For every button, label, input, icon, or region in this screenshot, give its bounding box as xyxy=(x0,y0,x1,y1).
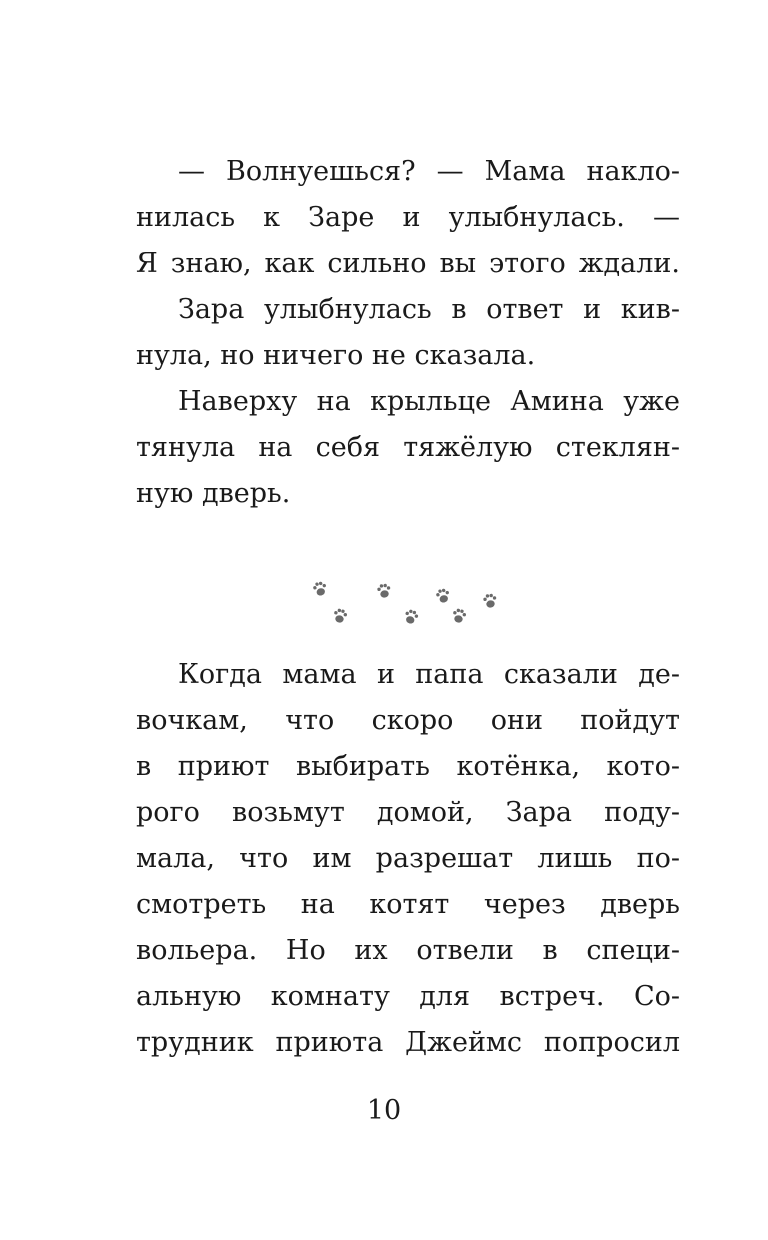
text-line: трудник приюта Джеймс попросил xyxy=(136,1027,680,1058)
text-line: нула, но ничего не сказала. xyxy=(136,340,536,371)
paw-prints-icon xyxy=(305,575,505,635)
text-line: Наверху на крыльце Амина уже xyxy=(178,386,680,417)
text-line: нилась к Заре и улыбнулась. — xyxy=(136,202,680,233)
text-line: рого возьмут домой, Зара поду- xyxy=(136,797,680,828)
text-line: тянула на себя тяжёлую стеклян- xyxy=(136,432,680,463)
text-line: вольера. Но их отвели в специ- xyxy=(136,935,680,966)
text-line: ную дверь. xyxy=(136,478,291,509)
text-line: альную комнату для встреч. Со- xyxy=(136,981,680,1012)
page-number: 10 xyxy=(366,1095,402,1126)
text-line: в приют выбирать котёнка, кото- xyxy=(136,751,680,782)
text-line: мала, что им разрешат лишь по- xyxy=(136,843,680,874)
text-line: Я знаю, как сильно вы этого ждали. xyxy=(136,248,680,279)
text-line: — Волнуешься? — Мама накло- xyxy=(178,156,680,187)
text-line: Зара улыбнулась в ответ и кив- xyxy=(178,294,680,325)
text-line: вочкам, что скоро они пойдут xyxy=(136,705,680,736)
text-line: Когда мама и папа сказали де- xyxy=(178,659,680,690)
text-line: смотреть на котят через дверь xyxy=(136,889,680,920)
